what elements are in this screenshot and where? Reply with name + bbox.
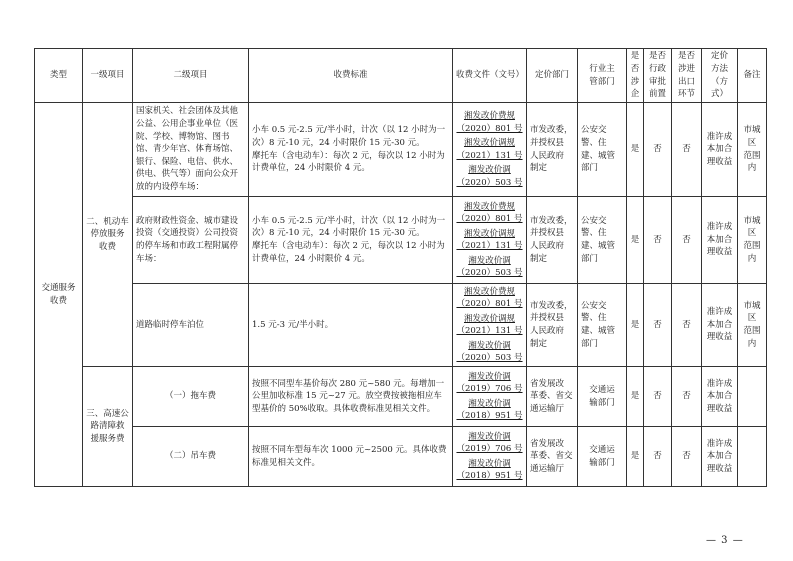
level2-cell: （二）吊车费 (133, 427, 249, 487)
header-document: 收费文件（文号） (453, 49, 527, 103)
doc-link: 湘发改价调 (468, 340, 511, 351)
doc-link: （2021）131 号 (456, 241, 523, 251)
header-dept: 定价部门 (527, 49, 578, 103)
doc-link: （2020）503 号 (456, 177, 523, 188)
table-row (35, 367, 767, 427)
authority-cell: 公安交 警、住 建、城管 部门 (578, 197, 627, 284)
involve-cell: 是 (627, 367, 644, 427)
remark-cell (738, 367, 767, 427)
group-parking: 二、机动车 停放服务 收费 (83, 103, 133, 367)
table-row (35, 197, 767, 284)
fee-table (34, 48, 767, 487)
authority-cell: 公安交 警、住 建、城管 部门 (578, 284, 627, 367)
document-cell (453, 284, 527, 367)
involve-cell: 是 (627, 197, 644, 284)
remark-cell: 市城区 范围内 (738, 284, 767, 367)
doc-link: 湘发改价调 (468, 458, 511, 469)
header-involve: 是否 涉企 (627, 49, 644, 103)
import-cell: 否 (672, 103, 702, 197)
header-method: 定价 方法 （方式） (702, 49, 738, 103)
doc-link: 湘发改价调规 (463, 228, 515, 239)
dept-cell: 省发展改 革委、省交 通运输厅 (527, 367, 578, 427)
table-row (35, 284, 767, 367)
doc-link: （2019）706 号 (456, 444, 523, 454)
document-cell (453, 367, 527, 427)
involve-cell: 是 (627, 103, 644, 197)
dept-cell: 市发改委， 并授权县 人民政府 制定 (527, 103, 578, 197)
document-cell (453, 197, 527, 284)
approval-cell: 否 (644, 284, 672, 367)
doc-link: （2020）801 号 (456, 214, 523, 224)
level2-cell: 政府财政性资金、城市建设投资（交通投资）公司投资的停车场和市政工程附属停车场： (133, 197, 249, 284)
doc-link: 湘发改价调 (468, 371, 511, 382)
standard-cell: 按照不同型车基价每次 280 元~580 元。每增加一公里加收标准 15 元~27 元。放空费按被拖相应车型基价的 50%收取。具体收费标准见相关文件。 (249, 367, 453, 427)
level2-cell: 国家机关、社会团体及其他公益、公用企事业单位（医院、学校、博物馆、图书馆、青少年宫、体育场馆、银行、保险、电信、供水、供电、供气等）面向公众开放的内设停车场： (133, 103, 249, 197)
remark-cell: 市城区 范围内 (738, 103, 767, 197)
document-cell (453, 103, 527, 197)
doc-link: （2020）503 号 (456, 353, 523, 363)
approval-cell: 否 (644, 427, 672, 487)
method-cell: 准许成 本加合 理收益 (702, 103, 738, 197)
header-remark: 备注 (738, 49, 767, 103)
approval-cell: 否 (644, 103, 672, 197)
doc-link: 湘发改价调 (468, 431, 511, 442)
doc-link: （2020）801 号 (456, 299, 523, 309)
doc-link: （2021）131 号 (456, 150, 523, 161)
authority-cell: 交通运 输部门 (578, 427, 627, 487)
authority-cell: 交通运 输部门 (578, 367, 627, 427)
approval-cell: 否 (644, 367, 672, 427)
involve-cell: 是 (627, 427, 644, 487)
header-level2: 二级项目 (133, 49, 249, 103)
level2-cell: 道路临时停车泊位 (133, 284, 249, 367)
standard-cell: 小车 0.5 元-2.5 元/半小时，计次（以 12 小时为一次）8 元-10 元，24 小时限价 15 元-30 元。 摩托车（含电动车）：每次 2 元，每次以 12 小时为计费单位，24 小时限价 4 元。 (249, 197, 453, 284)
doc-link: 湘发改价调 (468, 255, 511, 266)
dept-cell: 市发改委， 并授权县 人民政府 制定 (527, 197, 578, 284)
header-authority: 行业主 管部门 (578, 49, 627, 103)
level2-cell: （一）拖车费 (133, 367, 249, 427)
involve-cell: 是 (627, 284, 644, 367)
document-cell (453, 427, 527, 487)
method-cell: 准许成 本加合 理收益 (702, 367, 738, 427)
import-cell: 否 (672, 427, 702, 487)
category-cell: 交通服务 收费 (35, 103, 83, 487)
standard-cell: 按照不同车型每车次 1000 元~2500 元。具体收费标准见相关文件。 (249, 427, 453, 487)
import-cell: 否 (672, 284, 702, 367)
method-cell: 准许成 本加合 理收益 (702, 197, 738, 284)
header-import: 是否 涉进 出口 环节 (672, 49, 702, 103)
method-cell: 准许成 本加合 理收益 (702, 284, 738, 367)
doc-link: 湘发改价调规 (463, 313, 515, 324)
doc-link: （2020）503 号 (456, 268, 523, 278)
doc-link: （2020）801 号 (456, 123, 523, 134)
header-row (35, 49, 767, 103)
doc-link: 湘发改价调规 (463, 138, 515, 148)
group-towing: 三、高速公 路清障救 援服务费 (83, 367, 133, 487)
dept-cell: 省发展改 革委、省交 通运输厅 (527, 427, 578, 487)
standard-cell: 1.5 元-3 元/半小时。 (249, 284, 453, 367)
table-row (35, 427, 767, 487)
header-category: 类型 (35, 49, 83, 103)
import-cell: 否 (672, 197, 702, 284)
standard-cell: 小车 0.5 元-2.5 元/半小时，计次（以 12 小时为一次）8 元-10 元，24 小时限价 15 元-30 元。 摩托车（含电动车）：每次 2 元，每次以 12 小时为计费单位，24 小时限价 4 元。 (249, 103, 453, 197)
authority-cell: 公安交 警、住 建、城管 部门 (578, 103, 627, 197)
dept-cell: 市发改委， 并授权县 人民政府 制定 (527, 284, 578, 367)
import-cell: 否 (672, 367, 702, 427)
doc-link: 湘发改价调 (468, 165, 511, 175)
page-number: — 3 — (706, 535, 744, 546)
header-standard: 收费标准 (249, 49, 453, 103)
doc-link: 湘发改价费规 (463, 201, 515, 212)
doc-link: 湘发改价费规 (463, 286, 515, 297)
doc-link: 湘发改价调 (468, 398, 511, 409)
doc-link: （2021）131 号 (456, 326, 523, 336)
method-cell: 准许成 本加合 理收益 (702, 427, 738, 487)
remark-cell (738, 427, 767, 487)
doc-link: （2018）951 号 (456, 471, 523, 481)
table-row (35, 103, 767, 197)
doc-link: （2018）951 号 (456, 411, 523, 421)
remark-cell: 市城区 范围内 (738, 197, 767, 284)
header-level1: 一级项目 (83, 49, 133, 103)
doc-link: 湘发改价费规 (463, 111, 515, 121)
header-approval: 是否 行政 审批 前置 (644, 49, 672, 103)
approval-cell: 否 (644, 197, 672, 284)
doc-link: （2019）706 号 (456, 384, 523, 394)
